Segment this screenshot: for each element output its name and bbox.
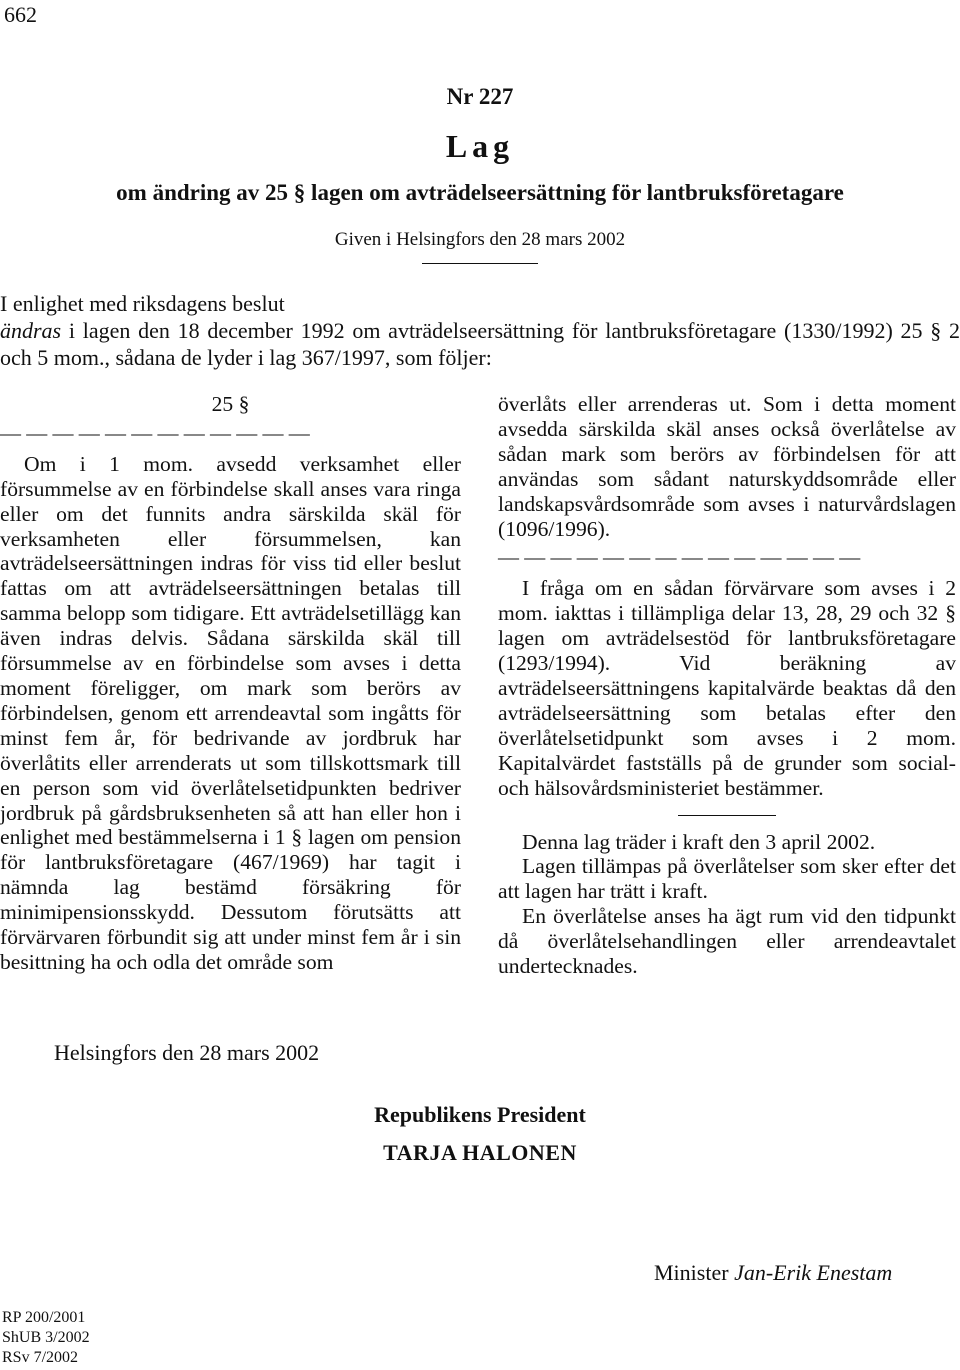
omission-dashes-right: — — — — — — — — — — — — — — (498, 545, 861, 570)
given-date: Given i Helsingfors den 28 mars 2002 (334, 229, 626, 250)
right-column (498, 392, 956, 979)
minister-signature (654, 1260, 892, 1286)
section-paragraph-2: I fråga om en sådan förvärvare som avses i 2 mom. iakttas i tillämpliga delar 13, 28, 29 och 32 § lagen om avträdelsestöd för lantbruksföretagare (1293/1994). Vid beräkning av avträdelseersättningens kapitalvärde beaktas då den avträdelseersättning som betalas efter den överlåtelsetidpunkt som avses i 2 mom. Kapitalvärdet fastställs på de grunder som social- och hälsovårdsministeriet bestämmer. (498, 576, 956, 800)
header-rule (422, 263, 538, 264)
reference-item: RP 200/2001 (2, 1309, 86, 1326)
president-name: TARJA HALONEN (383, 1140, 577, 1165)
enactment-text: i lagen den 18 december 1992 om avträdelseersättning för lantbruksföretagare (1330/1992) 25 § 2 och 5 mom., sådana de lyder i lag 367/1997, som följer: (0, 318, 960, 370)
page-number: 662 (4, 2, 37, 27)
place-date: Helsingfors den 28 mars 2002 (54, 1040, 320, 1065)
omission-dashes: — — — — — — — — — — — — (0, 420, 310, 445)
left-column (0, 392, 461, 975)
section-paragraph-continued: överlåts eller arrenderas ut. Som i detta moment avsedda särskilda skäl anses också överlåtelse av sådan mark som berörs av förbindelsen för att användas som sådant naturskyddsområde eller landskapsvårdsområde som avses i naturvårdslagen (1096/1996). (498, 392, 956, 541)
reference-item: ShUB 3/2002 (2, 1329, 90, 1346)
entry-rule (678, 815, 776, 816)
president-title: Republikens President (374, 1102, 586, 1127)
statute-subtitle: om ändring av 25 § lagen om avträdelseersättning för lantbruksföretagare (116, 180, 844, 205)
section-heading: 25 § (211, 392, 250, 416)
entry-into-force-p2: Lagen tillämpas på överlåtelser som sker efter det att lagen har trätt i kraft. (498, 854, 956, 904)
enactment-line-2 (0, 317, 960, 371)
section-paragraph: Om i 1 mom. avsedd verksamhet eller försummelse av en förbindelse skall anses vara ringa eller om det funnits andra särskilda skäl för verksamheten eller försummelsen, kan avträdelseersättningen indras för viss tid eller beslut fattas om att avträdelseersättningen betalas till samma belopp som tidigare. Ett avträdelsetillägg kan även indras delvis. Sådana särskilda skäl till försummelse av en förbindelse som avses i detta moment föreligger, om mark som berörs av förbindelsen, genom ett arrendeavtal som ingåtts för minst fem år, för bedrivande av jordbruk har överlåtits eller arrenderats ut som tillskottsmark till en person som vid överlåtelsetidpunkten bedriver jordbruk på gårdsbruksenheten så att han eller hon i enlighet med bestämmelserna i 1 § lagen om pension för lantbruksföretagare (467/1969) har tagit i nämnda lag bestämd försäkring för minimipensionsskydd. Dessutom förutsätts att förvärvaren förbundit sig att under minst fem år i sin besittning ha och odla det område som (0, 451, 461, 974)
enactment-line-1: I enlighet med riksdagens beslut (0, 291, 285, 316)
statute-number: Nr 227 (446, 84, 514, 109)
minister-name: Jan-Erik Enestam (734, 1260, 893, 1285)
enactment-clause (0, 290, 960, 371)
reference-item: RSv 7/2002 (2, 1349, 79, 1366)
amended-verb: ändras (0, 318, 62, 343)
minister-label: Minister (654, 1260, 729, 1285)
references (2, 1308, 90, 1368)
entry-into-force-p3: En överlåtelse anses ha ägt rum vid den tidpunkt då överlåtelsehandlingen eller arrendeavtalet undertecknades. (498, 904, 956, 979)
statute-title: Lag (445, 128, 515, 164)
entry-into-force-p1: Denna lag träder i kraft den 3 april 2002. (522, 829, 876, 854)
